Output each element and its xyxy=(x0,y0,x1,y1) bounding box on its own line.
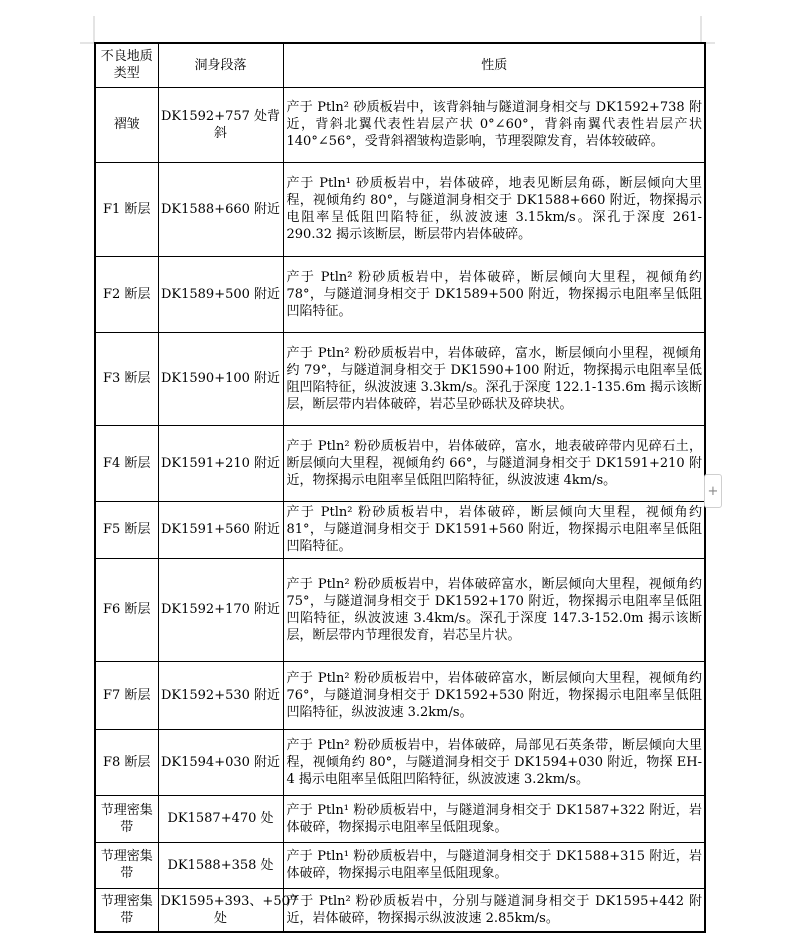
table-row xyxy=(95,888,705,932)
cell-type: F8 断层 xyxy=(95,729,158,795)
cell-section: DK1588+660 附近 xyxy=(158,162,283,256)
table-header-row xyxy=(95,43,705,87)
table-row xyxy=(95,661,705,729)
cell-nature: 产于 Ptln¹ 粉砂质板岩中，与隧道洞身相交于 DK1587+322 附近，岩体破碎，物探揭示电阻率呈低阻现象。 xyxy=(283,795,705,842)
cell-type: F3 断层 xyxy=(95,332,158,425)
cell-section: DK1590+100 附近 xyxy=(158,332,283,425)
header-nature: 性质 xyxy=(283,43,705,87)
cell-nature: 产于 Ptln² 粉砂质板岩中，岩体破碎，断层倾向大里程，视倾角约 81°，与隧道洞身相交于 DK1591+560 附近，物探揭示电阻率呈低阻凹陷特征。 xyxy=(283,501,705,558)
cell-nature: 产于 Ptln² 粉砂质板岩中，岩体破碎富水，断层倾向大里程，视倾角约 75°，与隧道洞身相交于 DK1592+170 附近，物探揭示电阻率呈低阻凹陷特征，纵波波速 3.4km/s。深孔于深度 147.3-152.0m 揭示该断层，断层带内节理很发育，岩芯呈片状。 xyxy=(283,558,705,661)
cell-nature: 产于 Ptln² 砂质板岩中，该背斜轴与隧道洞身相交与 DK1592+738 附近，背斜北翼代表性岩层产状 0°∠60°，背斜南翼代表性岩层产状 140°∠56°，受背斜褶皱构造影响，节理裂隙发育，岩体较破碎。 xyxy=(283,87,705,162)
cell-section: DK1588+358 处 xyxy=(158,842,283,888)
header-type: 不良地质类型 xyxy=(95,43,158,87)
cell-type: F6 断层 xyxy=(95,558,158,661)
cell-nature: 产于 Ptln¹ 粉砂质板岩中，与隧道洞身相交于 DK1588+315 附近，岩体破碎，物探揭示电阻率呈低阻现象。 xyxy=(283,842,705,888)
cell-nature: 产于 Ptln² 粉砂质板岩中，分别与隧道洞身相交于 DK1595+442 附近，岩体破碎，物探揭示纵波波速 2.85km/s。 xyxy=(283,888,705,932)
table-row xyxy=(95,87,705,162)
table-row xyxy=(95,425,705,501)
table-row xyxy=(95,162,705,256)
table-row xyxy=(95,332,705,425)
header-section: 洞身段落 xyxy=(158,43,283,87)
cell-type: 节理密集带 xyxy=(95,842,158,888)
cell-section: DK1589+500 附近 xyxy=(158,256,283,332)
geology-table-container xyxy=(94,42,704,933)
cell-nature: 产于 Ptln² 粉砂质板岩中，岩体破碎，富水，断层倾向小里程，视倾角约 79°，与隧道洞身相交于 DK1590+100 附近，物探揭示电阻率呈低阻凹陷特征，纵波波速 3.3km/s。深孔于深度 122.1-135.6m 揭示该断层，断层带内岩体破碎，岩芯呈砂砾状及碎块状。 xyxy=(283,332,705,425)
cell-nature: 产于 Ptln² 粉砂质板岩中，岩体破碎，富水，地表破碎带内见碎石土，断层倾向大里程，视倾角约 66°，与隧道洞身相交于 DK1591+210 附近，物探揭示电阻率呈低阻凹陷特征，纵波波速 4km/s。 xyxy=(283,425,705,501)
table-row xyxy=(95,795,705,842)
cell-section: DK1591+560 附近 xyxy=(158,501,283,558)
cell-type: F2 断层 xyxy=(95,256,158,332)
page-corner-mark-left xyxy=(80,16,96,44)
cell-section: DK1587+470 处 xyxy=(158,795,283,842)
table-row xyxy=(95,256,705,332)
cell-type: F5 断层 xyxy=(95,501,158,558)
cell-type: 褶皱 xyxy=(95,87,158,162)
cell-section: DK1592+170 附近 xyxy=(158,558,283,661)
cell-section: DK1591+210 附近 xyxy=(158,425,283,501)
cell-type: 节理密集带 xyxy=(95,888,158,932)
cell-type: F7 断层 xyxy=(95,661,158,729)
cell-nature: 产于 Ptln² 粉砂质板岩中，岩体破碎富水，断层倾向大里程，视倾角约 76°，与隧道洞身相交于 DK1592+530 附近，物探揭示电阻率呈低阻凹陷特征，纵波波速 3.2km/s。 xyxy=(283,661,705,729)
cell-nature: 产于 Ptln² 粉砂质板岩中，岩体破碎，断层倾向大里程，视倾角约 78°，与隧道洞身相交于 DK1589+500 附近，物探揭示电阻率呈低阻凹陷特征。 xyxy=(283,256,705,332)
cell-section: DK1592+757 处背斜 xyxy=(158,87,283,162)
table-row xyxy=(95,558,705,661)
adverse-geology-table xyxy=(94,42,706,933)
cell-section: DK1594+030 附近 xyxy=(158,729,283,795)
table-row xyxy=(95,501,705,558)
table-row xyxy=(95,842,705,888)
cell-nature: 产于 Ptln¹ 砂质板岩中，岩体破碎，地表见断层角砾，断层倾向大里程，视倾角约 80°，与隧道洞身相交于 DK1588+660 附近，物探揭示电阻率呈低阻凹陷特征，纵波波速 3.15km/s。深孔于深度 261-290.32 揭示该断层，断层带内岩体破碎。 xyxy=(283,162,705,256)
cell-type: 节理密集带 xyxy=(95,795,158,842)
cell-section: DK1592+530 附近 xyxy=(158,661,283,729)
page-corner-mark-right xyxy=(700,16,716,44)
table-expand-button[interactable]: + xyxy=(704,474,722,508)
table-row xyxy=(95,729,705,795)
cell-nature: 产于 Ptln² 粉砂质板岩中，岩体破碎，局部见石英条带，断层倾向大里程，视倾角约 80°，与隧道洞身相交于 DK1594+030 附近，物探 EH-4 揭示电阻率呈低阻凹陷特征，纵波波速 3.2km/s。 xyxy=(283,729,705,795)
cell-section: DK1595+393、+507 处 xyxy=(158,888,283,932)
cell-type: F1 断层 xyxy=(95,162,158,256)
cell-type: F4 断层 xyxy=(95,425,158,501)
